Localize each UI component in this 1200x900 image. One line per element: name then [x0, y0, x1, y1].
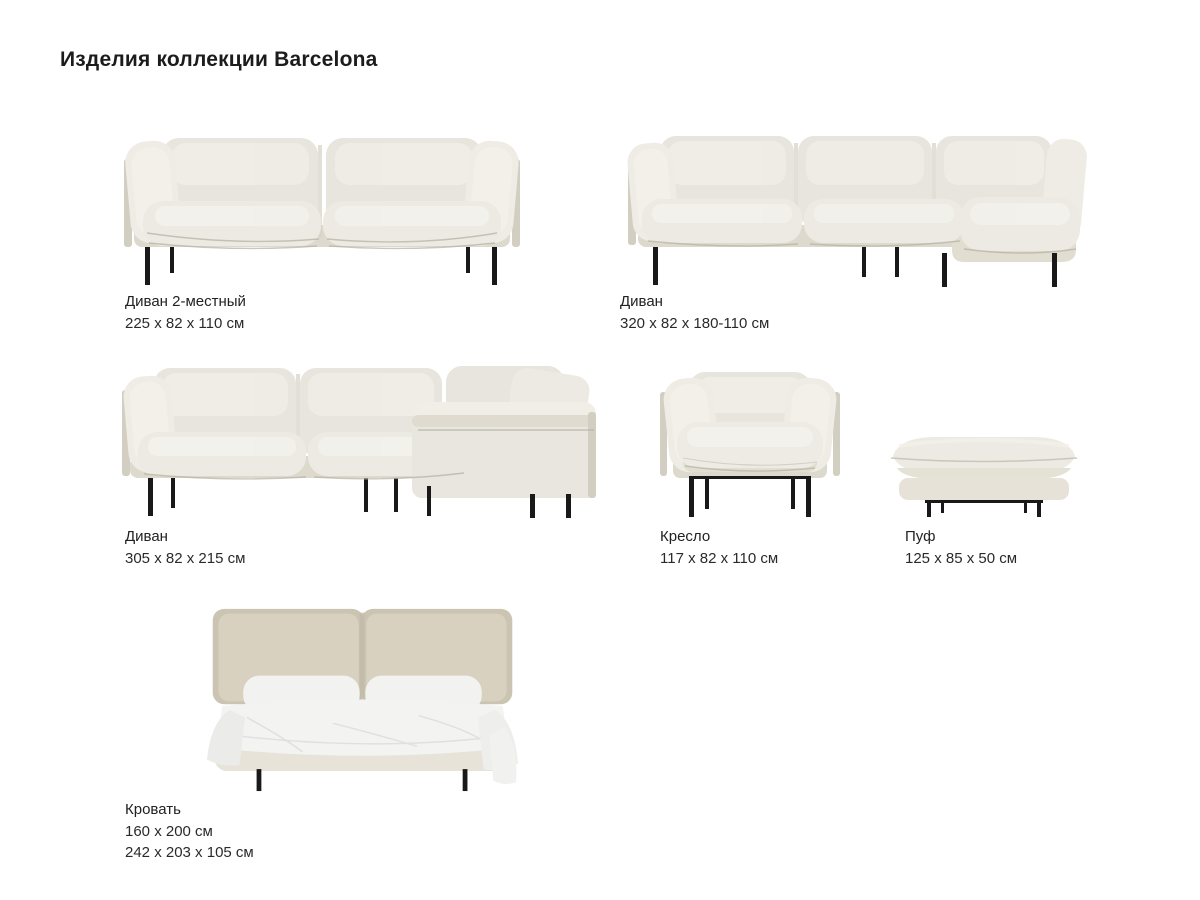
- product-name: Пуф: [905, 528, 936, 545]
- pouf-image: [885, 428, 1083, 518]
- product-dimensions-extra: 242 x 203 x 105 см: [125, 844, 254, 861]
- product-card-sofa-chaise[interactable]: [612, 123, 1087, 335]
- product-dimensions: 305 x 82 x 215 см: [125, 549, 246, 567]
- product-label: [660, 526, 778, 569]
- product-dimensions: 125 x 85 x 50 см: [905, 549, 1018, 567]
- product-label: [620, 291, 769, 334]
- bed-image: [185, 605, 540, 792]
- product-card-armchair[interactable]: [653, 362, 853, 570]
- product-dimensions: 160 x 200 см: [125, 822, 213, 840]
- sofa-corner-image: [110, 358, 597, 522]
- product-card-pouf[interactable]: [885, 428, 1095, 570]
- product-card-bed[interactable]: [125, 600, 540, 865]
- armchair-image: [653, 362, 847, 518]
- product-name: Кресло: [660, 528, 711, 545]
- product-dimensions: 225 x 82 x 110 см: [125, 314, 245, 332]
- product-name: Диван: [125, 528, 168, 545]
- product-label: [905, 526, 1017, 569]
- product-dimensions: 117 x 82 x 110 см: [660, 549, 779, 567]
- product-label: [125, 799, 254, 864]
- product-dimensions: 320 x 82 x 180-110 см: [620, 314, 770, 332]
- product-label: [125, 526, 245, 569]
- page-title: Изделия коллекции Barcelona: [60, 48, 378, 71]
- product-name: Диван: [620, 293, 663, 310]
- product-card-sofa-corner[interactable]: [110, 358, 597, 570]
- product-name: Кровать: [125, 801, 181, 818]
- product-name: Диван 2-местный: [125, 293, 246, 310]
- sofa-chaise-image: [612, 123, 1087, 290]
- sofa-2-seat-image: [113, 123, 531, 290]
- product-card-sofa-2-seat[interactable]: [113, 123, 531, 335]
- product-label: [125, 291, 246, 334]
